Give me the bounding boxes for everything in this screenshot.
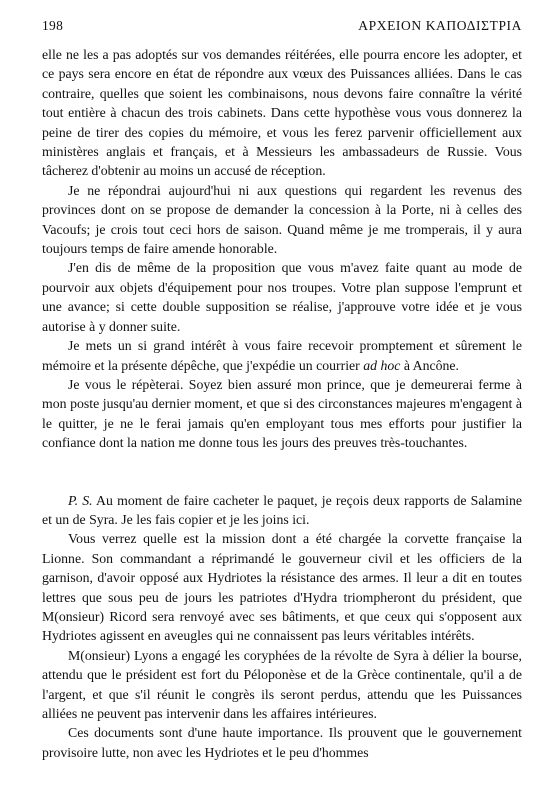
page-header xyxy=(42,18,522,38)
running-title: ΑΡΧΕΙΟΝ ΚΑΠΟΔΙΣΤΡΙΑ xyxy=(358,18,522,33)
paragraph-corvette: Vous verrez quelle est la mission dont a été chargée la corvette française la Lionne. Son commandant a réprimandé le gouverneur civil et les officiers de la garnison, d'avoir opposé aux Hydriotes la résistance des armes. Il leur a dit en toutes lettres que sous peu de jours les patriotes d'Hydra triompheront du président, que M(onsieur) Ricord sera renvoyé avec ses bâtiments, et que ceux qui s'opposent aux Hydriotes agissent en aveugles qui ne connaissent pas leurs véritables intérêts. xyxy=(42,531,522,644)
postscript-text: Au moment de faire cacheter le paquet, je reçois deux rapports de Salamine et un de Syra. Je les fais copier et je les joins ici. xyxy=(42,492,522,527)
postscript-paragraph xyxy=(42,491,522,530)
courier-text-start: Je mets un si grand intérêt à vous faire recevoir promptement et sûrement le mémoire et la présente dépêche, que j'expédie un courrier xyxy=(42,338,522,373)
ad-hoc-italic: ad hoc xyxy=(363,357,401,373)
paragraph-courier xyxy=(42,336,522,375)
paragraph-lyons: M(onsieur) Lyons a engagé les coryphées de la révolte de Syra à délier la bourse, attendu que le président est fort du Péloponèse et de la Grèce continentale, qu'il a de l'argent, et que s'il réunit le congrès ils seront perdus, attendu que les Puissances alliées ne peuvent pas intervenir dans les affaires intérieures. xyxy=(42,647,522,721)
paragraph-continuation: elle ne les a pas adoptés sur vos demandes réitérées, elle pourra encore les adopter, et ce pays sera encore en état de répondre aux vœux des Puissances alliées. Dans le cas contraire, quelles que soient les combinaisons, nous devons faire connaître la vérité tout entière à chacun des trois cabinets. Dans cette hypothèse vous vous donnerez la peine de tirer des copies du mémoire, et vous les ferez parvenir officiellement aux ministères anglais et français, et à Messieurs les ambassadeurs de Russie. Vous tâcherez d'obtenir au moins un accusé de réception. xyxy=(42,47,522,179)
postscript-label: P. S. xyxy=(68,492,93,508)
letter-body xyxy=(42,45,522,762)
page-number: 198 xyxy=(42,18,64,33)
courier-text-end: à Ancône. xyxy=(400,357,459,373)
paragraph-documents: Ces documents sont d'une haute importance. Ils prouvent que le gouvernement provisoire lutte, non avec les Hydriotes et le peu d'hommes xyxy=(42,725,522,760)
paragraph-equipment: J'en dis de même de la proposition que vous m'avez faite quant au mode de pourvoir aux objets d'équipement pour nos troupes. Votre plan suppose l'emprunt et une avance; si cette double supposition se réalise, j'approuve votre idée et je vous autorise à y donner suite. xyxy=(42,260,522,334)
paragraph-revenues: Je ne répondrai aujourd'hui ni aux questions qui regardent les revenus des provinces dont on se propose de demander la concession à la Porte, ni à celles des Vacoufs; je crois tout ceci hors de saison. Quand même je me tromperais, il y aura toujours temps de faire amende honorable. xyxy=(42,182,522,257)
paragraph-closing: Je vous le répèterai. Soyez bien assuré mon prince, que je demeurerai ferme à mon poste jusqu'au dernier moment, et que si des circonstances majeures m'engagent à le quitter, je ne le ferai jamais qu'en employant tous mes efforts pour justifier la confiance dont la nation me donne tous les jours des preuves très-touchantes. xyxy=(42,376,522,451)
